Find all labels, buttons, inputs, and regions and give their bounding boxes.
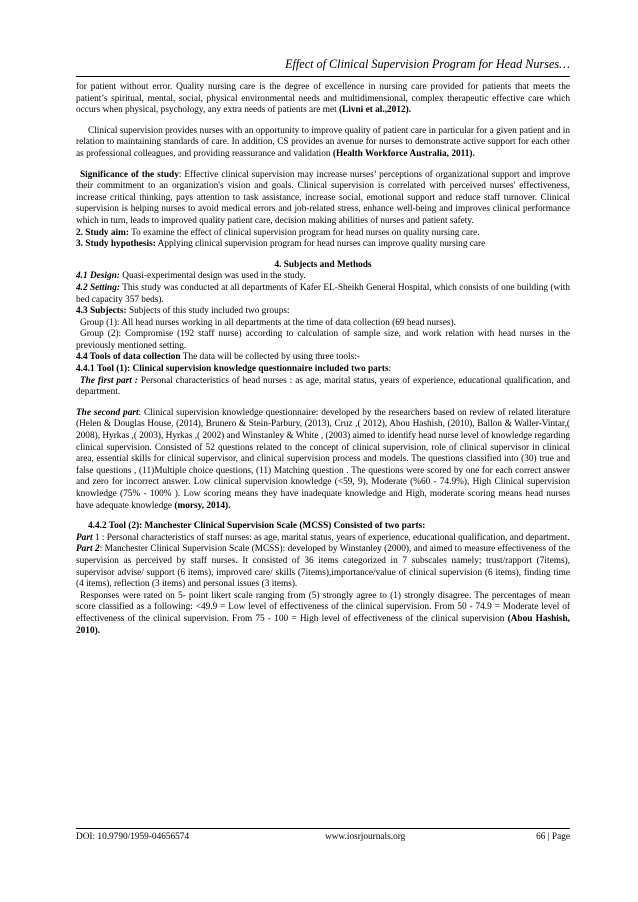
responses-paragraph: Responses were rated on 5- point likert scale ranging from (5) strongly agree to (1) strongly disagree. The percentages of mean score classified as a following: <49.9 = Low level of effectiveness of the clinical supervision. From 50 - 74.9 = Moderate level of effectiveness of the clinical supervision. From 75 - 100 = High level of effectiveness of the clinical supervision (Abou Hashish, 2010).: [76, 590, 570, 636]
running-header: Effect of Clinical Supervision Program for Head Nurses…: [285, 57, 570, 71]
subjects-line: 4.3 Subjects: Subjects of this study included two groups:: [76, 306, 290, 317]
study-hypothesis: 3. Study hypothesis: Applying clinical supervision program for head nurses can improve quality nursing care: [76, 239, 486, 250]
body-text: [76, 82, 570, 637]
first-part-paragraph: The first part : Personal characteristics of head nurses : as age, marital status, years of experience, educational qualification, and department.: [76, 375, 571, 398]
citation: (morsy, 2014).: [174, 500, 231, 511]
group-1: Group (1): All head nurses working in all departments at the time of data collection (69 head nurses).: [80, 317, 456, 328]
second-part-paragraph: The second part: Clinical supervision knowledge questionnaire: developed by the researchers based on review of related literature (Helen & Douglas House, (2014), Brunero & Stein-Parbury, (2013), Cruz ,( 2012), Abou Hashish, (2010), Ballon & Waller-Vintar,( 2008), Hyrkas ,( 2003), Hyrkas ,( 2002) and Winstanley & White , (2003) aimed to identify head nurse level of knowledge regarding clinical supervision. Consisted of 52 questions related to the concept of clinical supervision, role of clinical supervisor in clinical area, essential skills for clinical supervisor, and clinical supervision process and models. The questions classified into (30) true and false questions , (11)Multiple choice questions, (11) Matching question . The questions were scored by one for each correct answer and zero for incorrect answer. Low clinical supervision knowledge (<59, 9), Moderate (%60 - 74.9%), High Clinical supervision knowledge (75% - 100% ). Low scoring means they have inadequate knowledge and High, moderate scoring means head nurses have adequate knowledge (morsy, 2014).: [76, 407, 570, 511]
setting-paragraph: 4.2 Setting: This study was conducted at all departments of Kafer EL-Sheikh General Hospital, which consists of one building (with bed capacity 357 beds).: [76, 282, 571, 305]
part-2-paragraph: Part 2: Manchester Clinical Supervision Scale (MCSS): developed by Winstanley (2000), and aimed to measure effectiveness of the supervision as perceived by staff nurses. It consisted of 36 items categorized in 7 subscales namely; trust/rapport (7items), supervisor advise/ support (6 items), improved care/ skills (7items),importance/value of clinical supervision (6 items), finding time (4 items), reflection (3 items) and personal issues (3 items).: [76, 544, 570, 590]
group-2: Group (2): Compromise (192 staff nurse) according to calculation of sample size, and work relation with head nurses in the previously mentioned setting.: [76, 329, 570, 351]
intro-paragraph-2: Clinical supervision provides nurses with an opportunity to improve quality of patient care in particular for a given patient and in relation to maintaining standards of care. In addition, CS provides an avenue for nurses to demonstrate active support for each other as professional colleagues, and providing reassurance and validation (Health Workforce Australia, 2011).: [76, 125, 570, 159]
tool-1-heading: 4.4.1 Tool (1): Clinical supervision knowledge questionnaire included two parts:: [76, 364, 392, 375]
page-number: 66 | Page: [536, 832, 570, 842]
citation: (Health Workforce Australia, 2011).: [332, 148, 475, 159]
header-rule: [76, 76, 570, 77]
citation: (Livni et al.,2012).: [338, 105, 412, 116]
tools-line: 4.4 Tools of data collection The data will be collected by using three tools:-: [76, 352, 360, 363]
document-page: [76, 0, 570, 902]
study-aim: 2. Study aim: To examine the effect of clinical supervision program for head nurses on quality nursing care.: [76, 227, 480, 238]
citation: (Abou Hashish, 2010).: [76, 613, 570, 636]
intro-paragraph-1: for patient without error. Quality nursing care is the degree of excellence in nursing care provided for patients that meets the patient’s spiritual, mental, social, physical environmental needs and multidimensional, complex therapeutic effective care which occurs when physical, psychology, any extra needs of patients are met (Livni et al.,2012).: [76, 82, 570, 116]
footer-rule: [76, 828, 570, 829]
significance-paragraph: Significance of the study: Effective clinical supervision may increase nurses’ perceptions of organizational support and improve their commitment to an organization's vision and goals. Clinical supervision is correlated with perceived nurses' effectiveness, increase critical thinking, pays attention to task assistance, increase social, emotional support and reduce staff turnover. Clinical supervision is helping nurses to avoid medical errors and job-related stress, enhance well-being and improves clinical performance which in turn, leads to improved quality patient care, decision making abilities of nurses and patient safety.: [76, 169, 570, 226]
section-heading: 4. Subjects and Methods: [274, 259, 372, 270]
tool-2-heading: 4.4.2 Tool (2): Manchester Clinical Supervision Scale (MCSS) Consisted of two parts:: [88, 521, 426, 532]
journal-website: www.iosrjournals.org: [325, 832, 406, 842]
design-line: 4.1 Design: Quasi-experimental design was used in the study.: [76, 271, 306, 282]
significance-label: Significance of the study: [80, 169, 179, 180]
part-1-paragraph: Part 1 : Personal characteristics of staff nurses: as age, marital status, years of experience, educational qualification, and department.: [76, 532, 570, 543]
doi-text: DOI: 10.9790/1959-04656574: [76, 832, 190, 842]
